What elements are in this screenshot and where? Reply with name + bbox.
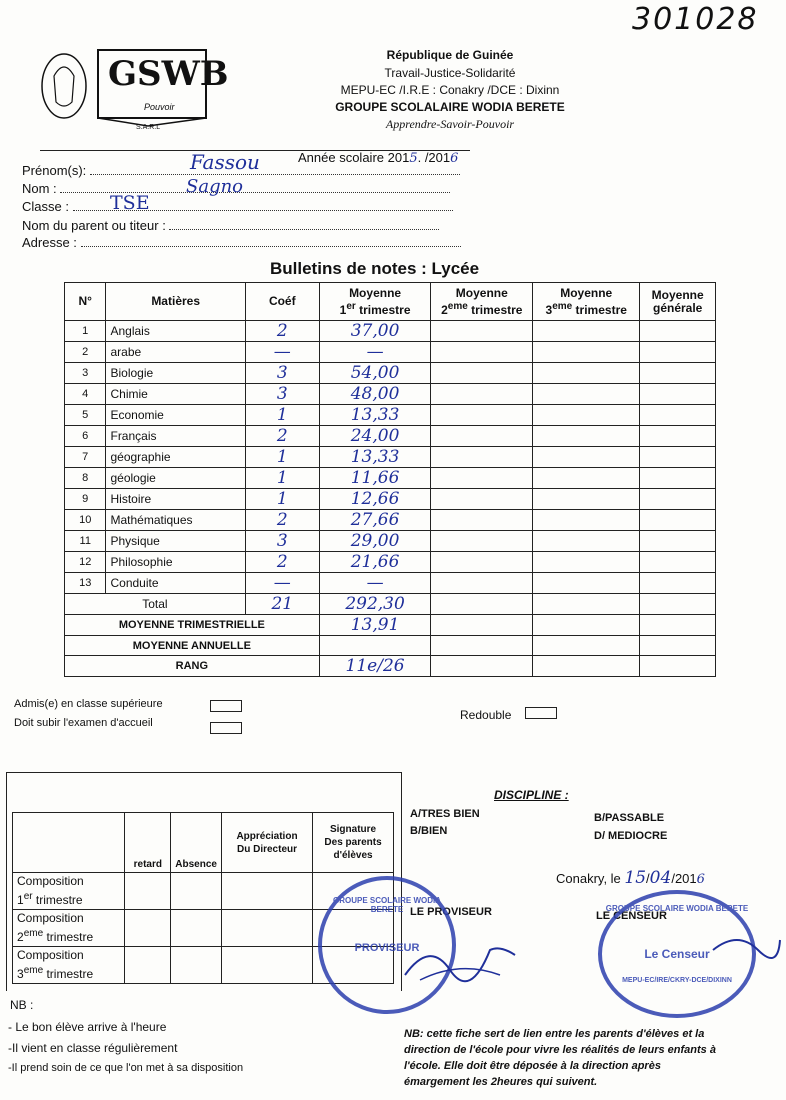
header-line-4: GROUPE SCOLALAIRE WODIA BERETE <box>335 100 565 114</box>
col-num: N° <box>65 283 106 321</box>
field-parent <box>22 218 439 233</box>
discipline-c: B/PASSABLE <box>594 812 665 824</box>
table-row: 5 Economie 1 13,33 <box>65 405 716 426</box>
col-signature: Signature Des parents d'élèves <box>313 813 394 873</box>
col-trim3: Moyenne 3eme trimestre <box>533 283 640 321</box>
grades-header-row <box>65 283 716 321</box>
table-row: 9 Histoire 1 12,66 <box>65 489 716 510</box>
school-motto: Apprendre-Savoir-Pouvoir <box>385 117 515 131</box>
composition-row: Composition 1er trimestre <box>13 873 394 910</box>
grades-table <box>64 282 716 677</box>
field-adresse <box>22 235 461 250</box>
moyenne-annuelle-row: MOYENNE ANNUELLE <box>65 636 716 656</box>
composition-row: Composition 3eme trimestre <box>13 947 394 984</box>
school-year-second: 6 <box>450 151 459 166</box>
grades-body <box>65 321 716 677</box>
checkbox-examen[interactable] <box>210 722 242 734</box>
rang-row: RANG 11e/26 <box>65 656 716 677</box>
nb-title: NB : <box>10 998 34 1012</box>
total-row: Total 21 292,30 <box>65 594 716 615</box>
date-line: Conakry, le 15/04/2016 <box>556 868 705 888</box>
document-number: 301028 <box>632 2 759 37</box>
school-year-sep: . /201 <box>417 150 451 165</box>
checkbox-admis[interactable] <box>210 700 242 712</box>
proviseur-signature <box>400 930 520 990</box>
table-row: 7 géographie 1 13,33 <box>65 447 716 468</box>
decision-examen: Doit subir l'examen d'accueil <box>14 717 153 729</box>
classe-value: TSE <box>110 192 150 214</box>
table-row: 3 Biologie 3 54,00 <box>65 363 716 384</box>
nom-label: Nom : <box>22 181 57 196</box>
logo-sarl: S.A.R.L <box>136 124 161 131</box>
table-row: 12 Philosophie 2 21,66 <box>65 552 716 573</box>
table-row: 13 Conduite — — <box>65 573 716 594</box>
note-block: NB: cette fiche sert de lien entre les parents d'élèves et la direction de l'école pour vivre les réalités de leurs enfants à l'école. Elle doit être déposée à la direction après émargement les 2heures qui suivent. <box>404 1028 716 1088</box>
table-row: 6 Français 2 24,00 <box>65 426 716 447</box>
school-year-first: 5 <box>409 151 418 166</box>
bulletin-title: Bulletins de notes : Lycée <box>270 259 480 278</box>
nb-line-1: - Le bon élève arrive à l'heure <box>8 1020 167 1034</box>
adresse-label: Adresse : <box>22 235 77 250</box>
col-coef: Coéf <box>245 283 319 321</box>
censeur-signature <box>708 920 784 980</box>
stamp-censeur: GROUPE SCOLAIRE WODIA BERETE Le Censeur MEPU-EC/IRE/CKRY-DCE/DIXINN <box>598 890 756 1018</box>
table-row: 8 géologie 1 11,66 <box>65 468 716 489</box>
table-row: 10 Mathématiques 2 27,66 <box>65 510 716 531</box>
col-trim2: Moyenne 2eme trimestre <box>431 283 533 321</box>
col-appreciation: Appréciation Du Directeur <box>221 813 312 873</box>
parent-label: Nom du parent ou titeur : <box>22 218 166 233</box>
col-absence: Absence <box>171 813 222 873</box>
table-row: 2 arabe — — <box>65 342 716 363</box>
table-row: 1 Anglais 2 37,00 <box>65 321 716 342</box>
nb-line-2: -Il vient en classe régulièrement <box>8 1041 178 1055</box>
compositions-header-row <box>13 813 394 873</box>
checkbox-redouble[interactable] <box>525 707 557 719</box>
stamp-proviseur: GROUPE SCOLAIRE WODIA BERETE PROVISEUR <box>318 876 456 1014</box>
prenom-value: Fassou <box>190 150 260 174</box>
decision-admis: Admis(e) en classe supérieure <box>14 698 163 710</box>
proviseur-label: LE PROVISEUR <box>410 906 492 918</box>
col-retard: retard <box>125 813 171 873</box>
discipline-a: A/TRES BIEN <box>410 808 480 820</box>
col-generale: Moyenne générale <box>640 283 716 321</box>
logo-sub: Pouvoir <box>144 102 175 112</box>
col-trim1: Moyenne 1er trimestre <box>319 283 431 321</box>
discipline-title: DISCIPLINE : <box>494 788 569 802</box>
nom-value: Sagno <box>186 176 244 197</box>
school-year-label: Année scolaire 201 <box>298 150 410 165</box>
discipline-b: B/BIEN <box>410 825 448 837</box>
col-matieres: Matières <box>106 283 245 321</box>
decision-redouble: Redouble <box>460 708 512 722</box>
header-line-2: Travail-Justice-Solidarité <box>384 66 516 80</box>
moyenne-trimestrielle-row: MOYENNE TRIMESTRIELLE 13,91 <box>65 615 716 636</box>
logo-text: GSWB <box>108 54 229 94</box>
nb-line-3: -Il prend soin de ce que l'on met à sa disposition <box>8 1062 244 1074</box>
header-line-3: MEPU-EC /I.R.E : Conakry /DCE : Dixinn <box>340 83 560 97</box>
composition-row: Composition 2eme trimestre <box>13 910 394 947</box>
school-logo <box>36 46 229 136</box>
table-row: 4 Chimie 3 48,00 <box>65 384 716 405</box>
discipline-d: D/ MEDIOCRE <box>594 830 668 842</box>
table-row: 11 Physique 3 29,00 <box>65 531 716 552</box>
prenom-label: Prénom(s): <box>22 163 87 178</box>
censeur-label: LE CENSEUR <box>596 910 667 922</box>
field-classe <box>22 199 453 214</box>
classe-label: Classe : <box>22 199 69 214</box>
header-line-1: République de Guinée <box>386 48 514 62</box>
